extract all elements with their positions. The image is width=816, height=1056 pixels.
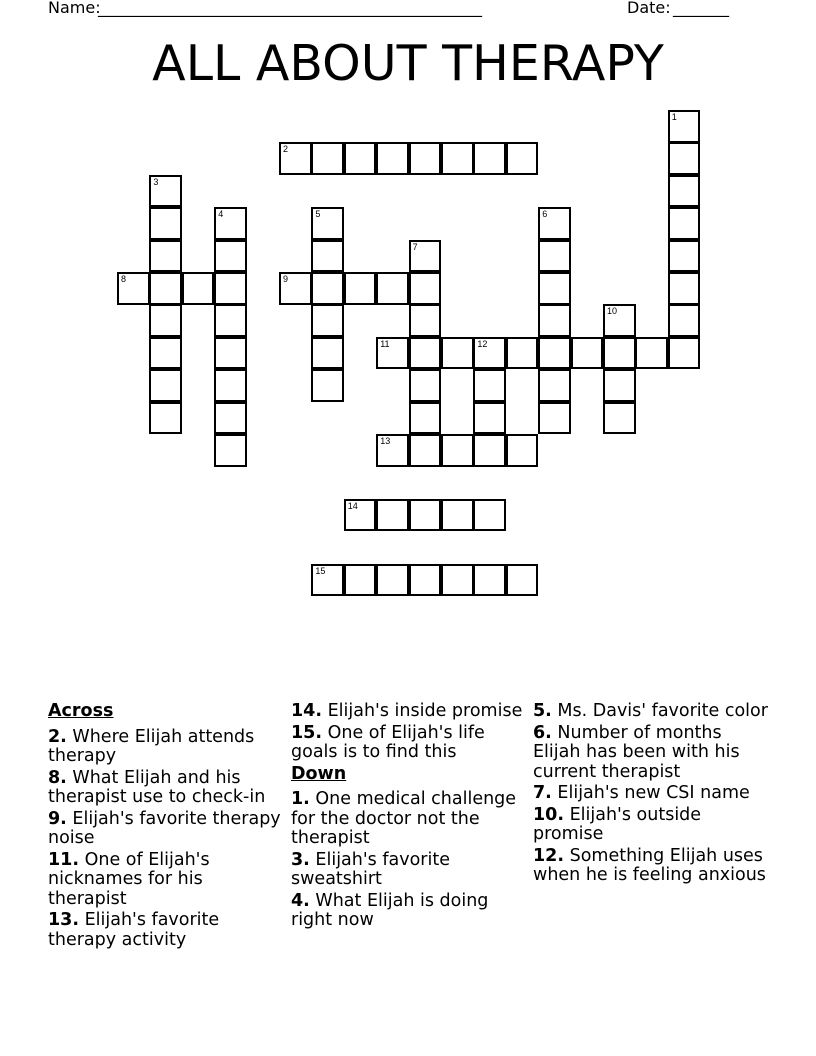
grid-cell[interactable]: [376, 499, 409, 532]
grid-cell[interactable]: [149, 337, 182, 370]
clue-number: 4.: [291, 890, 310, 911]
grid-cell[interactable]: [441, 564, 474, 597]
grid-cell[interactable]: [279, 142, 312, 175]
clue-number: 6.: [533, 722, 552, 743]
clue-item: [48, 851, 286, 910]
grid-cell[interactable]: [409, 369, 442, 402]
clue-item: [291, 724, 529, 763]
clue-text: Something Elijah uses when he is feeling anxious: [533, 845, 766, 885]
clue-column-2: [291, 702, 529, 933]
grid-cell[interactable]: [635, 337, 668, 370]
grid-cell[interactable]: [214, 434, 247, 467]
grid-cell[interactable]: [214, 337, 247, 370]
across-heading: Across: [48, 701, 114, 721]
cell-number: 4: [218, 209, 224, 220]
date-field[interactable]: _______: [673, 0, 729, 17]
grid-cell[interactable]: [311, 304, 344, 337]
grid-cell[interactable]: [214, 304, 247, 337]
cell-number: 2: [283, 144, 289, 155]
cell-number: 14: [347, 500, 358, 511]
grid-cell[interactable]: [149, 272, 182, 305]
grid-cell[interactable]: [538, 337, 571, 370]
grid-cell[interactable]: [603, 402, 636, 435]
grid-cell[interactable]: [311, 369, 344, 402]
grid-cell[interactable]: [344, 564, 377, 597]
clue-number: 8.: [48, 767, 67, 788]
name-field[interactable]: ________________________________________________: [98, 0, 482, 17]
grid-cell[interactable]: [149, 175, 182, 208]
clue-text: One of Elijah's life goals is to find this: [291, 722, 485, 762]
clue-number: 3.: [291, 849, 310, 870]
grid-cell[interactable]: [409, 272, 442, 305]
clue-text: Elijah's outside promise: [533, 804, 702, 844]
clue-number: 11.: [48, 849, 80, 870]
grid-cell[interactable]: [149, 304, 182, 337]
clue-text: Number of months Elijah has been with his current therapist: [533, 722, 740, 782]
clue-item: [533, 847, 771, 886]
grid-cell[interactable]: [409, 304, 442, 337]
clue-number: 13.: [48, 910, 80, 930]
grid-cell[interactable]: [409, 402, 442, 435]
clue-number: 1.: [291, 789, 310, 809]
clue-item: [291, 790, 529, 849]
grid-cell[interactable]: [506, 564, 539, 597]
grid-cell[interactable]: [214, 240, 247, 273]
grid-cell[interactable]: [376, 272, 409, 305]
grid-cell[interactable]: [214, 207, 247, 240]
clue-item: [48, 810, 286, 849]
grid-cell[interactable]: [376, 434, 409, 467]
clue-text: What Elijah and his therapist use to check-in: [48, 767, 266, 807]
grid-cell[interactable]: [473, 142, 506, 175]
page-title: ALL ABOUT THERAPY: [152, 35, 664, 92]
grid-cell[interactable]: [409, 564, 442, 597]
grid-cell[interactable]: [441, 499, 474, 532]
grid-cell[interactable]: [149, 240, 182, 273]
clue-item: [291, 892, 529, 931]
grid-cell[interactable]: [441, 142, 474, 175]
clue-number: 2.: [48, 726, 67, 747]
grid-cell[interactable]: [668, 304, 701, 337]
grid-cell[interactable]: [376, 142, 409, 175]
clue-number: 9.: [48, 808, 67, 829]
clue-item: [48, 728, 286, 767]
grid-cell[interactable]: [668, 272, 701, 305]
grid-cell[interactable]: [473, 369, 506, 402]
grid-cell[interactable]: [538, 272, 571, 305]
grid-cell[interactable]: [117, 272, 150, 305]
grid-cell[interactable]: [409, 142, 442, 175]
clue-item: [533, 724, 771, 783]
grid-cell[interactable]: [603, 369, 636, 402]
grid-cell[interactable]: [441, 337, 474, 370]
grid-cell[interactable]: [214, 402, 247, 435]
date-label: Date:: [627, 0, 671, 17]
grid-cell[interactable]: [506, 142, 539, 175]
grid-cell[interactable]: [506, 337, 539, 370]
grid-cell[interactable]: [571, 337, 604, 370]
clue-number: 14.: [291, 701, 323, 721]
grid-cell[interactable]: [311, 207, 344, 240]
grid-cell[interactable]: [214, 369, 247, 402]
cell-number: 8: [121, 274, 127, 284]
cell-number: 15: [315, 565, 326, 576]
grid-cell[interactable]: [149, 402, 182, 435]
grid-cell[interactable]: [409, 434, 442, 467]
grid-cell[interactable]: [538, 402, 571, 435]
grid-cell[interactable]: [668, 240, 701, 273]
grid-cell[interactable]: [214, 272, 247, 305]
clue-item: [533, 702, 771, 722]
grid-cell[interactable]: [538, 207, 571, 240]
grid-cell[interactable]: [344, 272, 377, 305]
cell-number: 11: [380, 338, 390, 349]
grid-cell[interactable]: [311, 564, 344, 597]
clue-number: 7.: [533, 783, 552, 803]
grid-cell[interactable]: [376, 564, 409, 597]
grid-cell[interactable]: [668, 142, 701, 175]
clue-text: Where Elijah attends therapy: [48, 726, 255, 766]
grid-cell[interactable]: [473, 499, 506, 532]
clue-text: Elijah's favorite therapy noise: [48, 808, 281, 848]
clue-text: One of Elijah's nicknames for his therapist: [48, 849, 210, 909]
grid-cell[interactable]: [311, 142, 344, 175]
clue-item: [533, 806, 771, 845]
cell-number: 5: [315, 209, 321, 220]
grid-cell[interactable]: [409, 499, 442, 532]
grid-cell[interactable]: [538, 240, 571, 273]
grid-cell[interactable]: [668, 110, 701, 143]
clue-item: [533, 784, 771, 804]
clue-text: Elijah's favorite sweatshirt: [291, 849, 450, 889]
grid-cell[interactable]: [538, 369, 571, 402]
grid-cell[interactable]: [603, 337, 636, 370]
cell-number: 9: [283, 274, 289, 284]
clue-item: [291, 702, 529, 722]
grid-cell[interactable]: [376, 337, 409, 370]
grid-cell[interactable]: [668, 207, 701, 240]
clue-number: 15.: [291, 722, 323, 743]
cell-number: 3: [153, 176, 159, 187]
cell-number: 10: [607, 306, 618, 317]
grid-cell[interactable]: [441, 434, 474, 467]
grid-cell[interactable]: [538, 304, 571, 337]
grid-cell[interactable]: [409, 240, 442, 273]
clue-column-3: [533, 702, 771, 888]
grid-cell[interactable]: [668, 175, 701, 208]
cell-number: 7: [412, 241, 418, 252]
cell-number: 6: [542, 209, 548, 220]
clue-text: Ms. Davis' favorite color: [557, 701, 768, 721]
grid-cell[interactable]: [473, 564, 506, 597]
grid-cell[interactable]: [311, 337, 344, 370]
clue-text: Elijah's new CSI name: [557, 783, 750, 803]
grid-cell[interactable]: [279, 272, 312, 305]
cell-number: 12: [477, 338, 488, 349]
clue-text: Elijah's inside promise: [327, 701, 523, 721]
clue-item: [48, 769, 286, 808]
grid-cell[interactable]: [344, 499, 377, 532]
down-heading: Down: [291, 763, 347, 784]
grid-cell[interactable]: [409, 337, 442, 370]
grid-cell[interactable]: [311, 272, 344, 305]
grid-cell[interactable]: [506, 434, 539, 467]
grid-cell[interactable]: [473, 402, 506, 435]
cell-number: 13: [380, 436, 391, 446]
grid-cell[interactable]: [603, 304, 636, 337]
clue-number: 12.: [533, 845, 565, 866]
grid-cell[interactable]: [473, 434, 506, 467]
clue-text: What Elijah is doing right now: [291, 890, 489, 930]
grid-cell[interactable]: [149, 369, 182, 402]
clue-number: 5.: [533, 701, 552, 721]
clue-text: One medical challenge for the doctor not the therapist: [291, 789, 517, 848]
name-label: Name:: [48, 0, 101, 17]
grid-cell[interactable]: [344, 142, 377, 175]
clue-item: [291, 851, 529, 890]
grid-cell[interactable]: [182, 272, 215, 305]
clue-column-1: [48, 702, 286, 952]
cell-number: 1: [671, 112, 677, 122]
grid-cell[interactable]: [473, 337, 506, 370]
clue-text: Elijah's favorite therapy activity: [48, 910, 220, 950]
clue-number: 10.: [533, 804, 565, 825]
grid-cell[interactable]: [311, 240, 344, 273]
grid-cell[interactable]: [149, 207, 182, 240]
grid-cell[interactable]: [668, 337, 701, 370]
clue-item: [48, 911, 286, 950]
